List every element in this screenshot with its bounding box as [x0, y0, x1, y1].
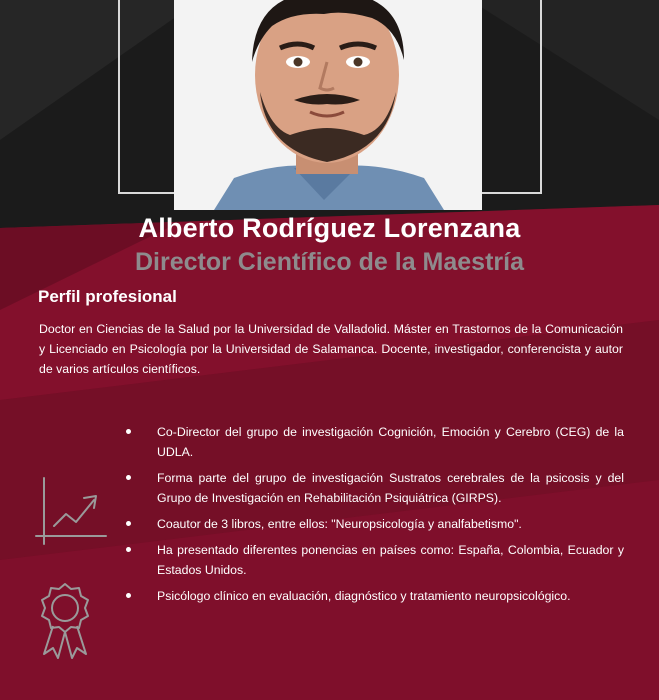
portrait-photo [174, 0, 482, 210]
list-item-text: Ha presentado diferentes ponencias en países como: España, Colombia, Ecuador y Estados Unidos. [157, 543, 624, 577]
bullet-dot [126, 475, 131, 480]
award-ribbon-icon [36, 582, 94, 660]
growth-chart-icon [34, 474, 108, 548]
list-item [126, 540, 624, 580]
list-item-text: Forma parte del grupo de investigación Sustratos cerebrales de la psicosis y del Grupo de Investigación en Rehabilitación Psiquiátrica (GIRPS). [157, 471, 624, 505]
list-item [126, 586, 624, 606]
bullet-dot [126, 521, 131, 526]
person-role: Director Científico de la Maestría [134, 248, 524, 276]
bullet-dot [126, 429, 131, 434]
section-title: Perfil profesional [38, 287, 177, 306]
profile-description: Doctor en Ciencias de la Salud por la Universidad de Valladolid. Máster en Trastornos de la Comunicación y Licenciado en Psicología por la Universidad de Salamanca. Docente, investigador, conferencista y autor de varios artículos científicos. [39, 322, 623, 376]
bullet-dot [126, 593, 131, 598]
list-item-text: Coautor de 3 libros, entre ellos: "Neuropsicología y analfabetismo". [157, 517, 522, 531]
person-name: Alberto Rodríguez Lorenzana [138, 213, 521, 243]
achievements-list [126, 422, 624, 612]
list-item [126, 468, 624, 508]
list-item [126, 514, 624, 534]
list-item-text: Co-Director del grupo de investigación Cognición, Emoción y Cerebro (CEG) de la UDLA. [157, 425, 624, 459]
bullet-dot [126, 547, 131, 552]
list-item [126, 422, 624, 462]
list-item-text: Psicólogo clínico en evaluación, diagnóstico y tratamiento neuropsicológico. [157, 589, 571, 603]
